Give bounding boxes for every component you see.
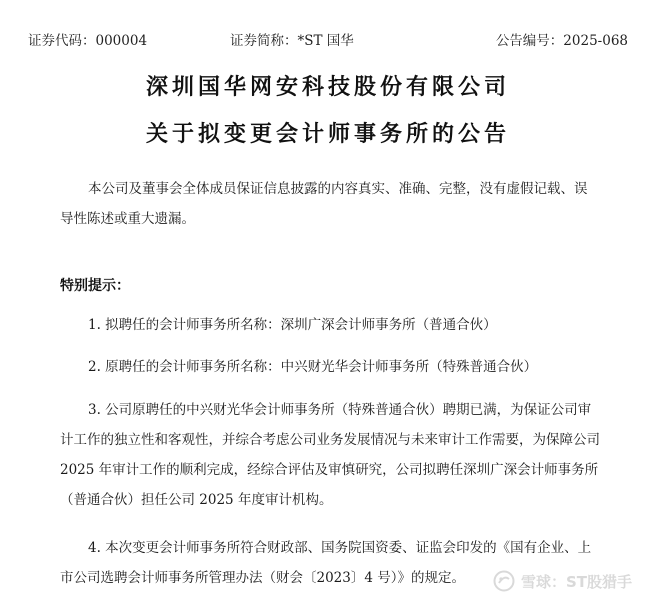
notice-item-compliance: 4. 本次变更会计师事务所符合财政部、国务院国资委、证监会印发的《国有企业、上市公司选聘会计师事务所管理办法（财会〔2023〕4 号）》的规定。 [60,540,592,586]
notice-item-change-reason: 3. 公司原聘任的中兴财光华会计师事务所（特殊普通合伙）聘期已满，为保证公司审计工作的独立性和客观性，并综合考虑公司业务发展情况与未来审计工作需要，为保障公司 2025 年审计工作的顺利完成，经综合评估及审慎研究，公司拟聘任深圳广深会计师事务所（普通合伙）担任公司 2025 年度审计机构。 [60,402,600,508]
announcement-number: 公告编号：2025-068 [495,33,628,49]
watermark-text: 雪球：ST股猎手 [520,572,632,591]
announcement-title: 关于拟变更会计师事务所的公告 [145,122,510,147]
stock-code: 证券代码：000004 [28,33,148,49]
notice-item-new-auditor: 1. 拟聘任的会计师事务所名称：深圳广深会计师事务所（普通合伙） [88,317,497,333]
snowball-logo-icon [493,570,515,592]
announcement-header [28,30,628,52]
special-notice-heading: 特别提示： [60,278,130,294]
notice-item-former-auditor: 2. 原聘任的会计师事务所名称：中兴财光华会计师事务所（特殊普通合伙） [88,359,538,375]
stock-abbreviation: 证券简称：*ST 国华 [230,33,354,49]
company-name-title: 深圳国华网安科技股份有限公司 [145,75,510,100]
disclosure-statement: 本公司及董事会全体成员保证信息披露的内容真实、准确、完整，没有虚假记载、误导性陈述或重大遗漏。 [60,181,588,227]
watermark [493,566,632,596]
